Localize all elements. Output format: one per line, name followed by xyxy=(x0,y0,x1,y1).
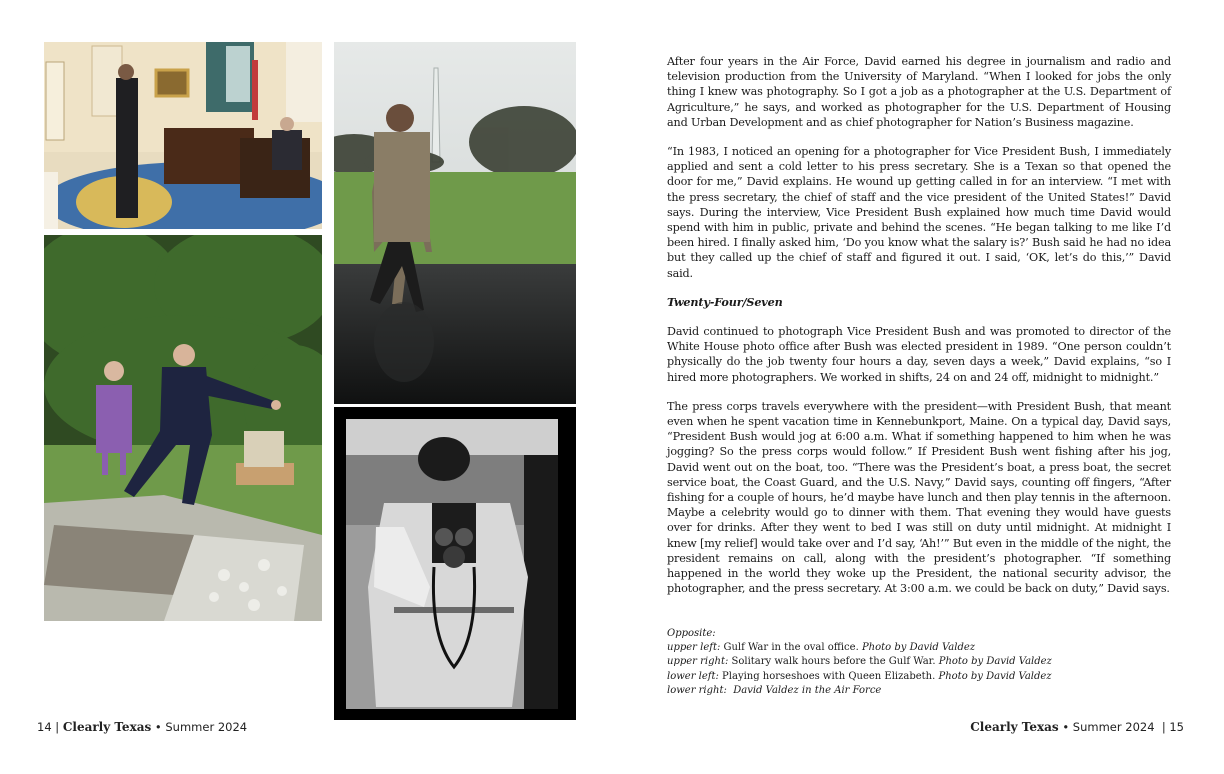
footer-separator: | xyxy=(55,720,60,734)
footer-right xyxy=(970,720,1184,734)
article-paragraph-2: “In 1983, I noticed an opening for a photographer for Vice President Bush, I immediately applied and sent a cold letter to his press secretary. She is a Texan so that opened the door for me,” David explains. He wound up getting called in for an interview. “I met with the press secretary, the chief of staff and the vice president of the United States!” David says. During the interview, Vice President Bush explained how much time David would spend with him in public, private and behind the scenes. “He began talking to me like I’d been hired. I finally asked him, ‘Do you know what the salary is?’ Bush said he had no idea but they called up the chief of staff and figured it out. I said, ‘OK, let’s do this,’” David said. xyxy=(667,145,1171,280)
article-body xyxy=(667,54,1171,611)
caption-lower-right xyxy=(667,684,1171,698)
caption-text: Gulf War in the oval office. xyxy=(720,642,862,654)
magazine-name: Clearly Texas xyxy=(970,720,1059,734)
photo-solitary-walk xyxy=(334,42,576,404)
caption-credit: Photo by David Valdez xyxy=(938,670,1052,682)
caption-upper-right xyxy=(667,655,1171,669)
photo-horseshoes-queen xyxy=(44,235,322,621)
caption-credit: Photo by David Valdez xyxy=(938,656,1052,668)
magazine-name: Clearly Texas xyxy=(62,720,152,734)
caption-text: Solitary walk hours before the Gulf War. xyxy=(728,656,939,668)
page-number-left: 14 xyxy=(37,720,52,734)
caption-text: Playing horseshoes with Queen Elizabeth. xyxy=(718,670,939,682)
captions-heading: Opposite: xyxy=(667,628,716,639)
caption-position: upper left: xyxy=(667,642,721,654)
photo-air-force xyxy=(334,407,576,720)
issue-date: Summer 2024 xyxy=(165,720,248,734)
caption-position: lower right: xyxy=(667,684,727,696)
caption-credit: Photo by David Valdez xyxy=(861,642,976,654)
footer-bullet: • xyxy=(154,720,162,734)
article-paragraph-3: David continued to photograph Vice President Bush and was promoted to director of the White House photo office after Bush was elected president in 1989. “One person couldn’t physically do the job twenty four hours a day, seven days a week,” David explains, “so I hired more photographers. We worked in shifts, 24 on and 24 off, midnight to midnight.” xyxy=(667,325,1171,384)
footer-separator: | xyxy=(1161,720,1166,734)
caption-credit: David Valdez in the Air Force xyxy=(733,684,882,696)
article-paragraph-4: The press corps travels everywhere with the president—with President Bush, that meant even when he spent vacation time in Kennebunkport, Maine. On a typical day, David says, “President Bush would jog at 6:00 a.m. What if something happened to him when he was jogging? So the press corps would follow.” If President Bush went fishing after his jog, David went out on the boat, too. “There was the President’s boat, a press boat, the secret service boat, the Coast Guard, and the U.S. Navy,” David says, counting off fingers, “After fishing for a couple of hours, he’d maybe have lunch and then play tennis in the afternoon. Maybe a celebrity would go to dinner with them. That evening they would have guests over for drinks. After they went to bed I was still on duty until midnight. At midnight I knew [my relief] would take over and I’d say, ‘Ah!’” But even in the middle of the night, the president remains on call, along with the president’s photographer. “If something happened in the world they woke up the President, the national security advisor, the photographer, and the press secretary. At 3:00 a.m. we could be back on duty,” David says. xyxy=(667,399,1171,596)
article-paragraph-1: After four years in the Air Force, David earned his degree in journalism and radio and television production from the University of Maryland. “When I looked for jobs the only thing I knew was photography. So I got a job as a photographer at the U.S. Department of Agriculture,” he says, and worked as photographer for the U.S. Department of Housing and Urban Development and as chief photographer for Nation’s Business magazine. xyxy=(667,55,1171,129)
page-number-right: 15 xyxy=(1169,720,1184,734)
article-subhead: Twenty-Four/Seven xyxy=(667,294,783,309)
caption-upper-left xyxy=(667,641,1171,655)
photo-captions xyxy=(667,627,1171,698)
caption-position: lower left: xyxy=(667,670,719,682)
caption-position: upper right: xyxy=(667,656,729,668)
caption-lower-left xyxy=(667,670,1171,684)
issue-date: Summer 2024 xyxy=(1072,720,1155,734)
photo-oval-office xyxy=(44,42,322,229)
footer-bullet: • xyxy=(1062,720,1070,734)
footer-left xyxy=(37,720,247,734)
